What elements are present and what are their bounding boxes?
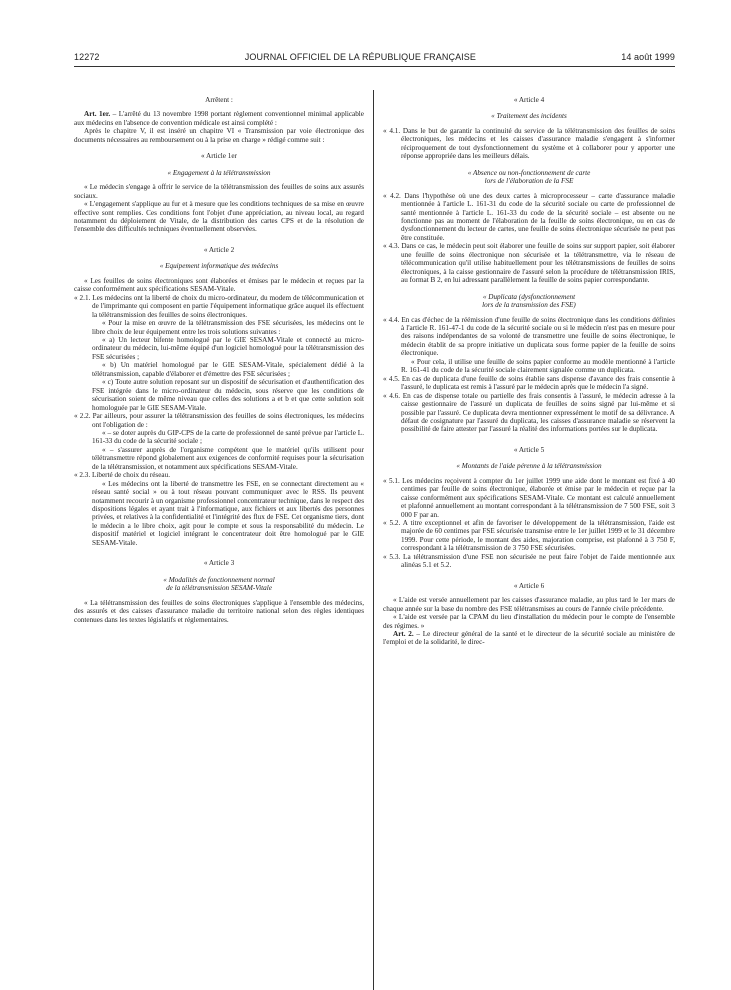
article-2-1-b: « Pour la mise en œuvre de la télétransmission des FSE sécurisées, les médecins ont le libre choix de leur équipement entre les trois solutions suivantes :: [92, 319, 364, 336]
article-1-subtitle: « Engagement à la télétransmission: [167, 168, 271, 177]
article-1-paragraph: [74, 110, 364, 127]
article-5-1: « 5.1. Les médecins reçoivent à compter du 1er juillet 1999 une aide dont le montant est fixé à 40 centimes par feuille de soins électronique, élaborée et émise par le médecin et reçue par la caisse conformément aux spécifications SESAM-Vitale. Ce montant est calculé annuellement et plafonné annuellement au montant correspondant à la télétransmission de 7 500 FSE, soit 3 000 F par an.: [383, 476, 675, 519]
article-2-label: Art. 2.: [393, 630, 414, 639]
article-1-text: – L'arrêté du 13 novembre 1998 portant règlement conventionnel minimal applicable aux médecins en l'absence de convention médicale est ainsi complété :: [74, 110, 364, 127]
article-4-subtitle: « Traitement des incidents: [491, 112, 567, 121]
article-2-3: « 2.3. Liberté de choix du réseau.: [74, 471, 170, 480]
article-2-text: – Le directeur général de la santé et le directeur de la sécurité sociale au ministère de l'emploi et de la solidarité, le direc-: [383, 630, 675, 647]
article-5-2: « 5.2. A titre exceptionnel et afin de favoriser le développement de la télétransmission, l'aide est majorée de 60 centimes par FSE sécurisée transmise entre le 1er juillet 1999 et le 31 décembre 1999. Pour cette période, le montant des aides, majoration comprise, est plafonné à 3 750 F, correspondant à la télétransmission de 3 750 FSE sécurisées.: [383, 519, 675, 553]
article-2-2-b: « – se doter auprès du GIP-CPS de la carte de professionnel de santé prévue par l'article L. 161-33 du code de la sécurité sociale ;: [92, 428, 364, 446]
article-3-subtitle-2: de la télétransmission SESAM-Vitale: [166, 584, 272, 593]
article-3-title: « Article 3: [203, 559, 235, 568]
article-2-2-c: « – s'assurer auprès de l'organisme compétent que le matériel qu'ils utilisent pour télétransmettre répond globalement aux exigences de conformité requises pour la sécurisation de la télétransmission, et notamment aux spécifications SESAM-Vitale.: [92, 445, 364, 471]
article-1-label: Art. 1er.: [84, 110, 111, 119]
column-divider: [373, 90, 374, 990]
left-column: [74, 96, 364, 624]
article-2-subtitle: « Equipement informatique des médecins: [159, 262, 279, 271]
article-2-paragraph: [383, 630, 675, 647]
article-4-6: « 4.6. En cas de dispense totale ou partielle des frais consentis à l'assuré, le médecin adresse à la caisse gestionnaire de l'assuré un duplicata de feuilles de soins signé par lui-même et si possible par l'assuré. Ce duplicata devra mentionner expressément le motif de sa délivrance. A défaut de cosignature par l'assuré du duplicata, les caisses d'assurance maladie se réservent la possibilité de faire attester par l'assuré la réalité des informations portées sur le duplicata.: [383, 391, 675, 434]
article-4-subtitle-2a: « Absence ou non-fonctionnement de carte: [467, 168, 591, 177]
article-2-2: « 2.2. Par ailleurs, pour assurer la télétransmission des feuilles de soins électroniques, les médecins ont l'obligation de :: [74, 412, 364, 429]
article-4-4: « 4.4. En cas d'échec de la réémission d'une feuille de soins électronique dans les conditions définies à l'article R. 161-47-1 du code de la sécurité sociale ou si le médecin n'est pas en mesure pour des raisons indépendantes de sa volonté de transmettre une feuille de soins électronique, le médecin établit de sa propre initiative un duplicata sous forme papier de la feuille de soins électronique.: [383, 315, 675, 358]
page-header: [74, 52, 675, 62]
article-4-5: « 4.5. En cas de duplicata d'une feuille de soins établie sans dispense d'avance des frais consentie à l'assuré, le duplicata est remis à l'assuré par le médecin après que le médecin l'a signé.: [383, 374, 675, 392]
article-2-1-e: « c) Toute autre solution reposant sur un dispositif de sécurisation et d'authentification des FSE intégrée dans le micro-ordinateur du médecin, sous réserve que les conditions de sécurisation soient de même niveau que celles des solutions a et b et que cette solution soit homologuée par le GIE SESAM-Vitale.: [92, 378, 364, 412]
publication-date: 14 août 1999: [621, 52, 675, 62]
right-column: [383, 96, 675, 647]
article-2-3-b: « Les médecins ont la liberté de transmettre les FSE, en se connectant directement au « réseau santé social » ou à tout réseau pouvant communiquer avec le RSS. Ils peuvent notamment recourir à un organisme professionnel concentrateur technique, dans le respect des dispositions légales et ayant trait à l'informatique, aux fichiers et aux libertés des personnes privées, et relatives à la confidentialité et l'intégrité des flux de FSE. Cet organisme tiers, dont le médecin a le libre choix, agit pour le compte et sous la responsabilité du médecin. Le dispositif matériel et logiciel intégrant le concentrateur doit être homologué par le GIE SESAM-Vitale.: [92, 479, 364, 547]
article-4-subtitle-2b: lors de l'élaboration de la FSE: [484, 177, 574, 186]
article-5-subtitle: « Montants de l'aide pérenne à la télétransmission: [456, 462, 602, 471]
header-rule: [74, 66, 675, 67]
article-4-4-b: « Pour cela, il utilise une feuille de soins papier conforme au modèle mentionné à l'article R. 161-41 du code de la sécurité sociale clairement signalée comme un duplicata.: [401, 357, 675, 375]
article-1-para-2: « L'engagement s'applique au fur et à mesure que les conditions techniques de sa mise en œuvre effective sont remplies. Ces conditions font l'objet d'une appréciation, au niveau local, au regard notamment du déploiement de Vitale, de la distribution des cartes CPS et de la résolution de l'ensemble des difficultés techniques éventuellement observées.: [74, 200, 364, 234]
article-3-para-1: « La télétransmission des feuilles de soins électroniques s'applique à l'ensemble des médecins, des assurés et des caisses d'assurance maladie du territoire national selon des règles identiques contenues dans les textes législatifs et réglementaires.: [74, 598, 364, 624]
article-1-para-1: « Le médecin s'engage à offrir le service de la télétransmission des feuilles de soins aux assurés sociaux.: [74, 183, 364, 200]
article-3-subtitle-1: « Modalités de fonctionnement normal: [163, 575, 275, 584]
arrete-heading: Arrêtent :: [205, 96, 233, 104]
article-5-title: « Article 5: [513, 445, 545, 454]
article-6-title: « Article 6: [513, 581, 545, 590]
journal-title: JOURNAL OFFICIEL DE LA RÉPUBLIQUE FRANÇAISE: [244, 52, 476, 62]
article-2-1: « 2.1. Les médecins ont la liberté de choix du micro-ordinateur, du modem de télécommunication et de l'imprimante qui composent en partie l'équipement informatique grâce auquel ils effectuent la télétransmission des feuilles de soins électroniques.: [74, 293, 364, 319]
article-6-para-2: « L'aide est versée par la CPAM du lieu d'installation du médecin pour le compte de l'ensemble des régimes. »: [383, 613, 675, 630]
article-4-3: « 4.3. Dans ce cas, le médecin peut soit élaborer une feuille de soins sur support papier, soit élaborer une feuille de soins électronique non sécurisée et la télétransmettre, via le réseau de télécommunication qu'il utilise habituellement pour les télétransmissions de feuilles de soins électroniques, à la caisse gestionnaire de l'assuré selon la procédure de télétransmission IRIS, au format B 2, en lui adressant parallèlement la feuille de soins papier correspondante.: [383, 242, 675, 285]
article-4-subtitle-3a: « Duplicata (dysfonctionnement: [482, 292, 576, 301]
article-2-para-1: « Les feuilles de soins électroniques sont élaborées et émises par le médecin et reçues par la caisse conformément aux spécifications SESAM-Vitale.: [74, 276, 364, 294]
article-1-title: « Article 1er: [201, 152, 237, 161]
chapter-paragraph: Après le chapitre V, il est inséré un chapitre VI « Transmission par voie électronique des documents nécessaires au remboursement ou à la prise en charge » rédigé comme suit :: [74, 127, 364, 144]
article-4-1: « 4.1. Dans le but de garantir la continuité du service de la télétransmission des feuilles de soins électroniques, les médecins et les caisses d'assurance maladie s'engagent à s'informer réciproquement de tout dysfonctionnement du système et à collaborer pour y apporter une réponse appropriée dans les meilleurs délais.: [383, 126, 675, 161]
article-4-2: « 4.2. Dans l'hypothèse où une des deux cartes à microprocesseur – carte d'assurance maladie mentionnée à l'article L. 161-31 du code de la sécurité sociale ou carte de professionnel de santé mentionnée à l'article L. 161-33 du code de la sécurité sociale – est absente ou ne fonctionne pas au moment de l'élaboration de la feuille de soins électronique, ou en cas de dysfonctionnement du lecteur de cartes, une feuille de soins électronique sécurisée ne peut pas être constituée.: [383, 191, 675, 242]
article-6-para-1: « L'aide est versée annuellement par les caisses d'assurance maladie, au plus tard le 1er mars de chaque année sur la base du nombre des FSE télétransmises au cours de l'année civile précédente.: [383, 596, 675, 613]
article-4-title: « Article 4: [513, 96, 545, 104]
article-4-subtitle-3b: lors de la transmission des FSE): [482, 301, 576, 310]
article-2-title: « Article 2: [203, 245, 235, 254]
article-5-3: « 5.3. La télétransmission d'une FSE non sécurisée ne peut faire l'objet de l'aide mentionnée aux alinéas 5.1 et 5.2.: [383, 552, 675, 570]
article-2-1-c: « a) Un lecteur bifente homologué par le GIE SESAM-Vitale et connecté au micro-ordinateur du médecin, lui-même équipé d'un logiciel homologué pour la télétransmission des FSE sécurisées ;: [92, 335, 364, 361]
page-number: 12272: [74, 52, 100, 62]
article-2-1-d: « b) Un matériel homologué par le GIE SESAM-Vitale, spécialement dédié à la télétransmission, capable d'élaborer et d'émettre des FSE sécurisées ;: [92, 361, 364, 378]
